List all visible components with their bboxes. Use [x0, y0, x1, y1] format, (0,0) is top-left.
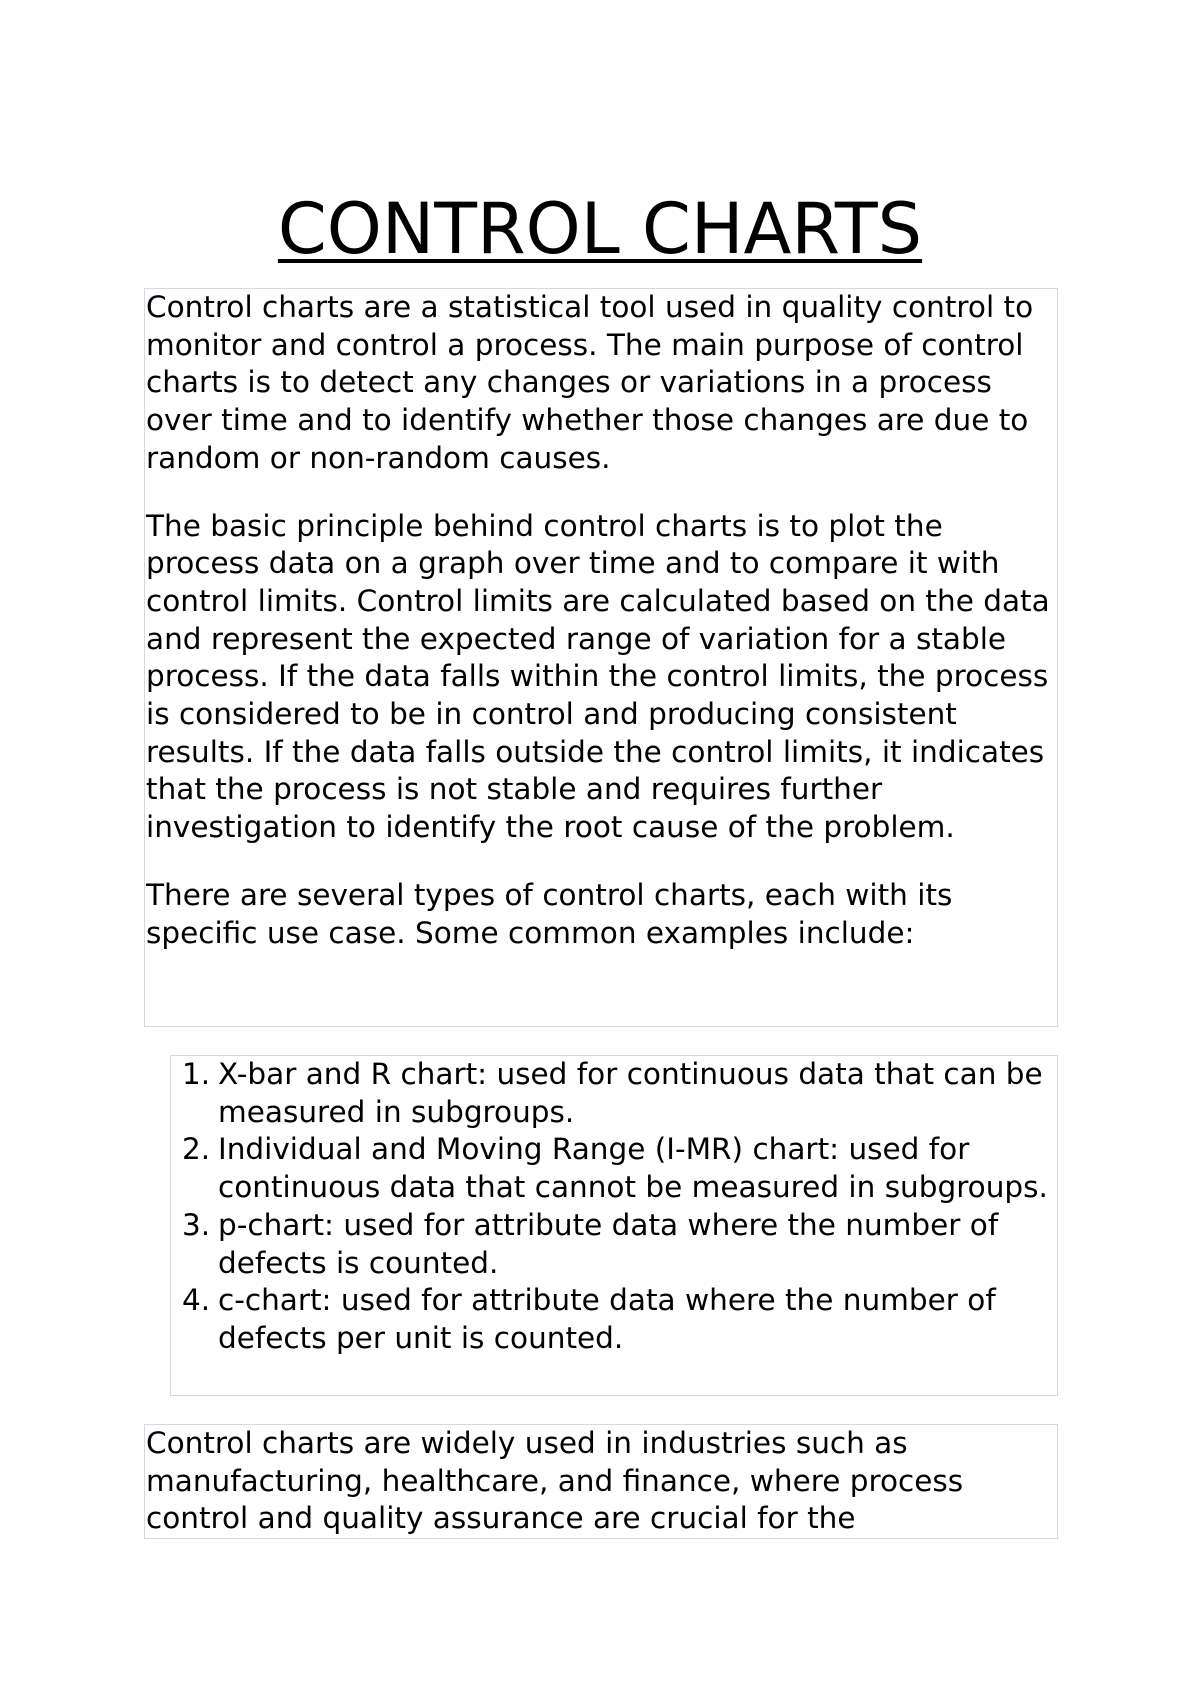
intro-paragraph-types: There are several types of control charts, each with its specific use case. Some common examples include: [146, 877, 953, 950]
list-item-xbar-r [171, 1056, 1057, 1131]
list-item-c-chart [171, 1282, 1057, 1357]
list-item-number: 4. [182, 1283, 211, 1318]
chart-types-list-block [170, 1055, 1058, 1396]
list-item-i-mr [171, 1131, 1057, 1206]
closing-paragraph: Control charts are widely used in industries such as manufacturing, healthcare, and finance, where process control and quality assurance are crucial for the [146, 1426, 964, 1536]
closing-text-block [144, 1424, 1058, 1539]
list-item-number: 1. [182, 1057, 211, 1091]
page-title-text: CONTROL CHARTS [277, 188, 923, 270]
list-item-text: p-chart: used for attribute data where the number of defects is counted. [218, 1207, 999, 1280]
page-title [0, 188, 1200, 270]
list-item-text: Individual and Moving Range (I-MR) chart: used for continuous data that cannot be measured in subgroups. [218, 1132, 1048, 1205]
list-item-text: X-bar and R chart: used for continuous data that can be measured in subgroups. [218, 1057, 1043, 1129]
list-item-text: c-chart: used for attribute data where the number of defects per unit is counted. [218, 1283, 996, 1355]
list-item-p-chart [171, 1207, 1057, 1282]
chart-types-list [171, 1056, 1057, 1358]
list-item-number: 2. [182, 1132, 211, 1167]
intro-paragraph-purpose: Control charts are a statistical tool used in quality control to monitor and control a process. The main purpose of control charts is to detect any changes or variations in a process over time and to identify whether those changes are due to random or non-random causes. [146, 290, 1034, 475]
list-item-number: 3. [182, 1207, 211, 1242]
intro-paragraph-principle: The basic principle behind control charts is to plot the process data on a graph over time and to compare it with control limits. Control limits are calculated based on the data and represent the expected range of variation for a stable process. If the data falls within the control limits, the process is considered to be in control and producing consistent results. If the data falls outside the control limits, it indicates that the process is not stable and requires further investigation to identify the root cause of the problem. [146, 508, 1050, 845]
intro-text-block [144, 288, 1058, 1027]
